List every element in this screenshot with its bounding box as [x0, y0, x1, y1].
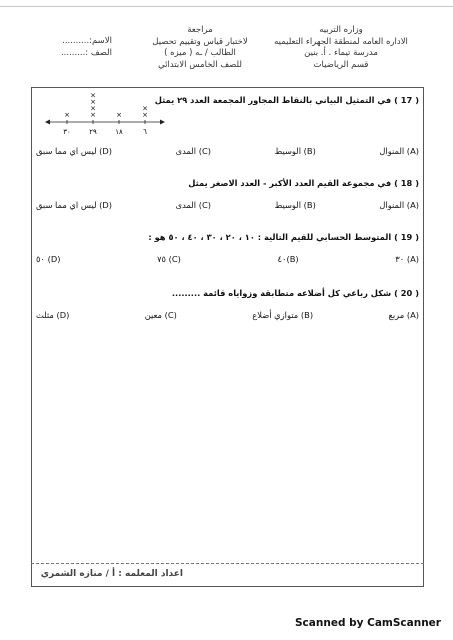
options-17	[36, 146, 419, 156]
author-credit: اعداد المعلمه : أ / منازه الشمري	[40, 569, 183, 579]
option-d[interactable]: (D) ٥٠	[36, 254, 61, 264]
dot-plot	[45, 93, 165, 143]
question-17	[155, 95, 419, 105]
question-text: المتوسط الحسابي للقيم التالية : ١٠ ، ٢٠ ، ٣٠ ، ٤٠ ، ٥٠ هو :	[148, 232, 392, 242]
tick-label: ١٨	[115, 128, 123, 136]
question-text: في التمثيل البياني بالنقاط المجاور المجمعة العدد ٢٩ يمثل	[154, 95, 392, 105]
option-b[interactable]: (B) الوسيط	[274, 200, 316, 210]
header-line: الاداره العامه لمنطقة الجهراء التعليميه	[274, 36, 408, 47]
tick-label: ٣٠	[63, 128, 71, 136]
x-mark: ×	[90, 111, 96, 119]
option-a[interactable]: (A) المنوال	[379, 200, 419, 210]
option-c[interactable]: (C) ٧٥	[157, 254, 181, 264]
x-mark: ×	[90, 93, 96, 100]
header-line: مراجعة	[187, 25, 213, 35]
header-line: للصف الخامس الابتدائي	[158, 59, 242, 70]
question-18	[188, 178, 419, 188]
tick-label: ٦	[143, 128, 147, 136]
option-d[interactable]: (D) ليس اي مما سبق	[36, 146, 112, 156]
option-c[interactable]: (C) المدى	[175, 200, 211, 210]
options-19	[36, 254, 419, 264]
question-19	[148, 232, 419, 242]
header-line: قسم الرياضيات	[313, 59, 369, 70]
x-mark: ×	[116, 111, 122, 119]
top-border-line	[0, 6, 453, 7]
header-line: وزاره التربيه	[319, 25, 363, 35]
option-c[interactable]: (C) المدى	[175, 146, 211, 156]
class-field: الصف :.........	[60, 47, 112, 58]
x-mark: ×	[90, 104, 96, 113]
option-d[interactable]: (D) مثلث	[36, 310, 70, 320]
question-number: ( 17 )	[394, 95, 419, 105]
header-line: الطالب / ـه ( ميزه )	[164, 48, 236, 58]
x-mark: ×	[90, 98, 96, 106]
student-info	[32, 36, 112, 59]
header-line: مدرسة تيماء . أ. بنين	[304, 48, 378, 58]
option-b[interactable]: (B)٤٠	[277, 254, 299, 264]
option-d[interactable]: (D) ليس اي مما سبق	[36, 200, 112, 210]
arrow-right-icon	[160, 120, 165, 125]
scanner-watermark: Scanned by CamScanner	[295, 617, 441, 629]
x-mark: ×	[142, 104, 148, 113]
option-a[interactable]: (A) مربع	[388, 310, 419, 320]
question-20	[172, 288, 419, 298]
option-a[interactable]: (A) ٣٠	[395, 254, 419, 264]
tick-label: ٢٩	[89, 128, 97, 136]
option-c[interactable]: (C) معين	[144, 310, 177, 320]
x-mark: ×	[142, 111, 148, 119]
question-number: ( 19 )	[394, 232, 419, 242]
x-mark: ×	[64, 111, 70, 119]
options-20	[36, 310, 419, 320]
option-a[interactable]: (A) المنوال	[379, 146, 419, 156]
exam-frame	[31, 87, 424, 587]
school-header	[261, 25, 421, 71]
option-b[interactable]: (B) الوسيط	[274, 146, 316, 156]
question-number: ( 20 )	[394, 288, 419, 298]
header-line: لاختبار قياس وتقييم تحصيل	[152, 36, 248, 47]
exam-header	[125, 25, 275, 71]
footer-divider	[31, 563, 424, 565]
options-18	[36, 200, 419, 210]
arrow-left-icon	[45, 120, 50, 125]
question-number: ( 18 )	[394, 178, 419, 188]
question-text: شكل رباعي كل أضلاعه متطابقة وزواياه قائمة .........	[171, 288, 392, 298]
question-text: في مجموعة القيم العدد الأكبر - العدد الاصغر يمثل	[188, 178, 392, 188]
name-field: الاسم:..........	[62, 36, 112, 46]
option-b[interactable]: (B) متوازي أضلاع	[252, 310, 314, 320]
